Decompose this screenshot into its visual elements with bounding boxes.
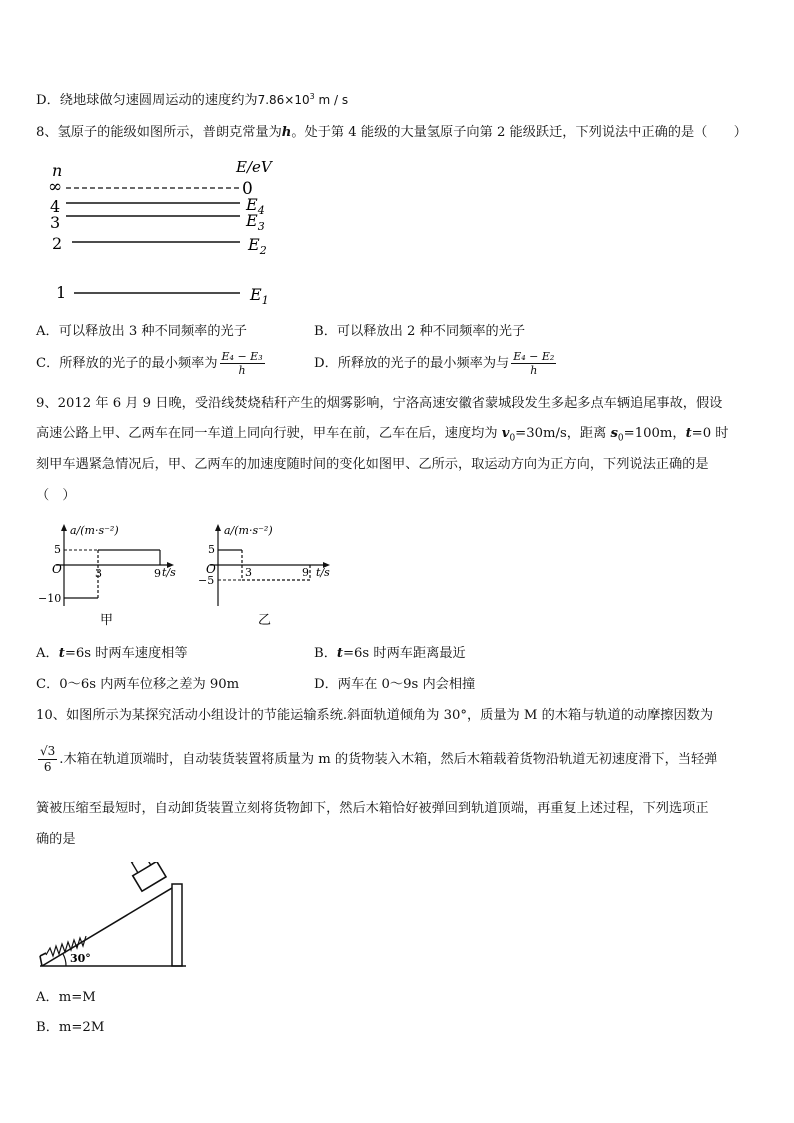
graph-yi bbox=[190, 520, 340, 632]
q10-stem-line4: 确的是 bbox=[36, 832, 76, 847]
q8-option-c-fraction: $\frac{\text{E₄ − E₃}}{h}$ bbox=[221, 350, 263, 377]
level-2-e: $E_2$ bbox=[248, 235, 267, 257]
q10-stem-line3: 簧被压缩至最短时，自动卸货装置立刻将货物卸下，然后木箱恰好被弹回到轨道顶端，再重复上述过程，下列选项正 bbox=[36, 801, 709, 816]
level-3-n: 3 bbox=[50, 213, 61, 232]
q9-stem-line2: 高速公路上甲、乙两车在同一车道上同向行驶，甲车在前，乙车在后，速度均为 $v_0=30m/s$，距离 $s_0=100m$，t=0 时 bbox=[36, 426, 729, 444]
graph-jia-xlabel: t/s bbox=[162, 566, 176, 579]
q9-option-b: B．t=6s 时两车距离最近 bbox=[314, 646, 466, 661]
energy-level-diagram bbox=[40, 152, 290, 312]
graph-yi-ylabel: a/(m·s⁻²) bbox=[224, 524, 273, 537]
q9-stem-line1: 9、2012 年 6 月 9 日晚，受沿线焚烧秸秆产生的烟雾影响，宁洛高速安徽省蒙城段发生多起多点车辆追尾事故，假设 bbox=[36, 396, 723, 411]
level-4-e: $E_4$ bbox=[246, 195, 265, 217]
graph-yi-tick-m5: −5 bbox=[198, 574, 215, 587]
level-inf-e: 0 bbox=[242, 179, 253, 199]
q9-option-d: D．两车在 0～9s 内会相撞 bbox=[314, 677, 476, 692]
q7-speed-value: $7.86\times 10^3$ m / s bbox=[257, 92, 349, 107]
graph-yi-caption: 乙 bbox=[258, 613, 272, 628]
q10-friction-fraction: $\frac{√3}{6}$ bbox=[40, 744, 56, 774]
level-inf-n: ∞ bbox=[48, 177, 63, 197]
crate bbox=[127, 862, 166, 891]
graph-yi-origin: O bbox=[206, 562, 216, 576]
q8-option-d-fraction: $\frac{\text{E₄ − E₂}}{h}$ bbox=[513, 350, 555, 377]
level-3-e: $E_3$ bbox=[246, 211, 265, 233]
q8-option-d: D．所释放的光子的最小频率为与 $\frac{\text{E₄ − E₂}}{h}$ bbox=[314, 350, 555, 377]
q10-stem-line1: 10、如图所示为某探究活动小组设计的节能运输系统.斜面轨道倾角为 30°，质量为 M 的木箱与轨道的动摩擦因数为 bbox=[36, 708, 714, 723]
graph-yi-xlabel: t/s bbox=[316, 566, 330, 579]
graph-jia-tick-9: 9 bbox=[154, 567, 161, 580]
q7-option-d: D．绕地球做匀速圆周运动的速度约为$7.86\times 10^3$ m / s bbox=[36, 92, 349, 108]
incline-angle-label: 30° bbox=[70, 952, 91, 965]
q9-stem-line4: （ ） bbox=[36, 488, 76, 503]
graph-jia-tick-m10: −10 bbox=[38, 592, 62, 605]
graph-jia-ylabel: a/(m·s⁻²) bbox=[70, 524, 119, 537]
graph-jia bbox=[36, 520, 181, 632]
q8-option-c: C．所释放的光子的最小频率为 $\frac{\text{E₄ − E₃}}{h}$ bbox=[36, 350, 263, 377]
q8-stem: 8、氢原子的能级如图所示，普朗克常量为h。处于第 4 能级的大量氢原子向第 2 能级跃迁，下列说法中正确的是（ ） bbox=[36, 125, 747, 140]
n-axis-label: n bbox=[52, 161, 63, 180]
level-2-n: 2 bbox=[52, 234, 63, 253]
q10-option-b: B．m=2M bbox=[36, 1020, 105, 1035]
incline-figure bbox=[36, 862, 192, 972]
graph-yi-tick-9: 9 bbox=[302, 566, 309, 579]
graph-jia-origin: O bbox=[52, 562, 62, 576]
level-1-e: $E_1$ bbox=[250, 285, 269, 307]
q10-stem-line2: $\frac{√3}{6}$ .木箱在轨道顶端时，自动装货装置将质量为 m 的货物装入木箱，然后木箱载着货物沿轨道无初速度滑下，当轻弹 bbox=[40, 744, 718, 774]
graph-jia-caption: 甲 bbox=[100, 613, 114, 628]
q9-option-c: C．0～6s 内两车位移之差为 90m bbox=[36, 677, 240, 692]
level-4-n: 4 bbox=[50, 197, 61, 216]
q10-option-a: A．m=M bbox=[36, 990, 96, 1005]
graph-jia-tick-5: 5 bbox=[54, 543, 61, 556]
q9-option-a: A．t=6s 时两车速度相等 bbox=[36, 646, 188, 661]
graph-jia-tick-3: 3 bbox=[95, 567, 102, 580]
graph-yi-tick-5: 5 bbox=[208, 543, 215, 556]
energy-axis-label: E/eV bbox=[236, 158, 272, 176]
q8-option-b: B．可以释放出 2 种不同频率的光子 bbox=[314, 324, 526, 339]
graph-yi-tick-3: 3 bbox=[245, 566, 252, 579]
q9-stem-line3: 刻甲车遇紧急情况后，甲、乙两车的加速度随时间的变化如图甲、乙所示，取运动方向为正方向，下列说法正确的是 bbox=[36, 457, 709, 472]
q8-option-a: A．可以释放出 3 种不同频率的光子 bbox=[36, 324, 247, 339]
level-1-n: 1 bbox=[56, 283, 67, 302]
